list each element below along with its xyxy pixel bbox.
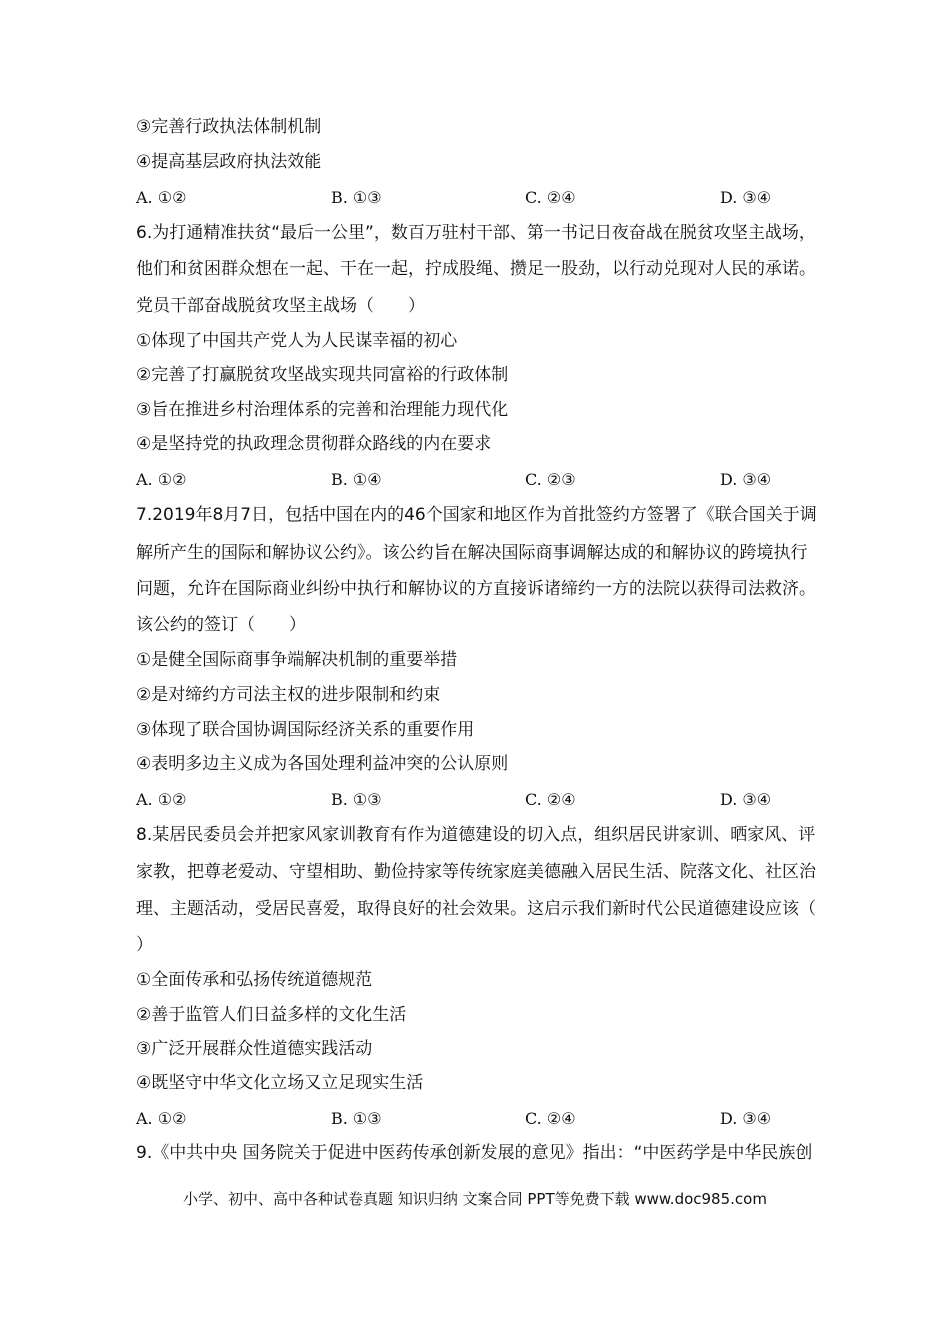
q8-stem-line-2: 家教，把尊老爱动、守望相助、勤俭持家等传统家庭美德融入居民生活、院落文化、社区治 (136, 862, 816, 882)
q7-option-b: B. ①③ (331, 790, 382, 809)
q8-options (136, 1107, 816, 1131)
page-footer: 小学、初中、高中各种试卷真题 知识归纳 文案合同 PPT等免费下载 www.doc985.com (183, 1190, 767, 1208)
q6-stem-line-1: 6.为打通精准扶贫“最后一公里”，数百万驻村干部、第一书记日夜奋战在脱贫攻坚主战场， (136, 223, 816, 243)
q7-item-2: ②是对缔约方司法主权的进步限制和约束 (136, 685, 441, 705)
q7-stem-line-1: 7.2019年8月7日，包括中国在内的46个国家和地区作为首批签约方签署了《联合国关于调 (136, 505, 817, 525)
q9-stem-line-1: 9.《中共中央 国务院关于促进中医药传承创新发展的意见》指出：“中医药学是中华民族创 (136, 1143, 813, 1163)
q6-item-3: ③旨在推进乡村治理体系的完善和治理能力现代化 (136, 400, 509, 420)
q8-option-b: B. ①③ (331, 1109, 382, 1128)
q5-option-a: A. ①② (136, 188, 187, 207)
q8-item-1: ①全面传承和弘扬传统道德规范 (136, 970, 373, 990)
q8-option-d: D. ③④ (720, 1109, 772, 1128)
q7-option-d: D. ③④ (720, 790, 772, 809)
q5-item-4: ④提高基层政府执法效能 (136, 152, 322, 172)
q7-stem-line-4: 该公约的签订（ ） (136, 615, 306, 635)
q6-item-1: ①体现了中国共产党人为人民谋幸福的初心 (136, 331, 458, 351)
q6-item-4: ④是坚持党的执政理念贯彻群众路线的内在要求 (136, 434, 492, 454)
q7-options (136, 788, 816, 812)
q5-item-3: ③完善行政执法体制机制 (136, 117, 322, 137)
q6-option-b: B. ①④ (331, 470, 382, 489)
q7-item-4: ④表明多边主义成为各国处理利益冲突的公认原则 (136, 754, 509, 774)
q5-option-b: B. ①③ (331, 188, 382, 207)
q8-option-a: A. ①② (136, 1109, 187, 1128)
q8-stem-line-4: ） (136, 935, 153, 955)
q7-stem-line-3: 问题，允许在国际商业纠纷中执行和解协议的方直接诉诸缔约一方的法院以获得司法救济。 (136, 579, 816, 599)
q6-options (136, 468, 816, 492)
q6-item-2: ②完善了打赢脱贫攻坚战实现共同富裕的行政体制 (136, 365, 509, 385)
q6-option-c: C. ②③ (525, 470, 576, 489)
q7-stem-line-2: 解所产生的国际和解协议公约》。该公约旨在解决国际商事调解达成的和解协议的跨境执行 (136, 543, 808, 563)
q6-option-d: D. ③④ (720, 470, 772, 489)
q8-item-2: ②善于监管人们日益多样的文化生活 (136, 1005, 407, 1025)
q7-item-1: ①是健全国际商事争端解决机制的重要举措 (136, 650, 458, 670)
q6-stem-line-3: 党员干部奋战脱贫攻坚主战场（ ） (136, 296, 425, 316)
q6-stem-line-2: 他们和贫困群众想在一起、干在一起，拧成股绳、攒足一股劲，以行动兑现对人民的承诺。 (136, 259, 816, 279)
q8-stem-line-1: 8.某居民委员会并把家风家训教育有作为道德建设的切入点，组织居民讲家训、晒家风、评 (136, 825, 816, 845)
q7-option-c: C. ②④ (525, 790, 576, 809)
q6-option-a: A. ①② (136, 470, 187, 489)
q8-stem-line-3: 理、主题活动，受居民喜爱，取得良好的社会效果。这启示我们新时代公民道德建设应该（ (136, 899, 816, 919)
q5-options (136, 186, 816, 210)
q5-option-d: D. ③④ (720, 188, 772, 207)
q7-option-a: A. ①② (136, 790, 187, 809)
q8-item-4: ④既坚守中华文化立场又立足现实生活 (136, 1073, 424, 1093)
q8-item-3: ③广泛开展群众性道德实践活动 (136, 1039, 373, 1059)
q7-item-3: ③体现了联合国协调国际经济关系的重要作用 (136, 720, 475, 740)
q5-option-c: C. ②④ (525, 188, 576, 207)
q8-option-c: C. ②④ (525, 1109, 576, 1128)
